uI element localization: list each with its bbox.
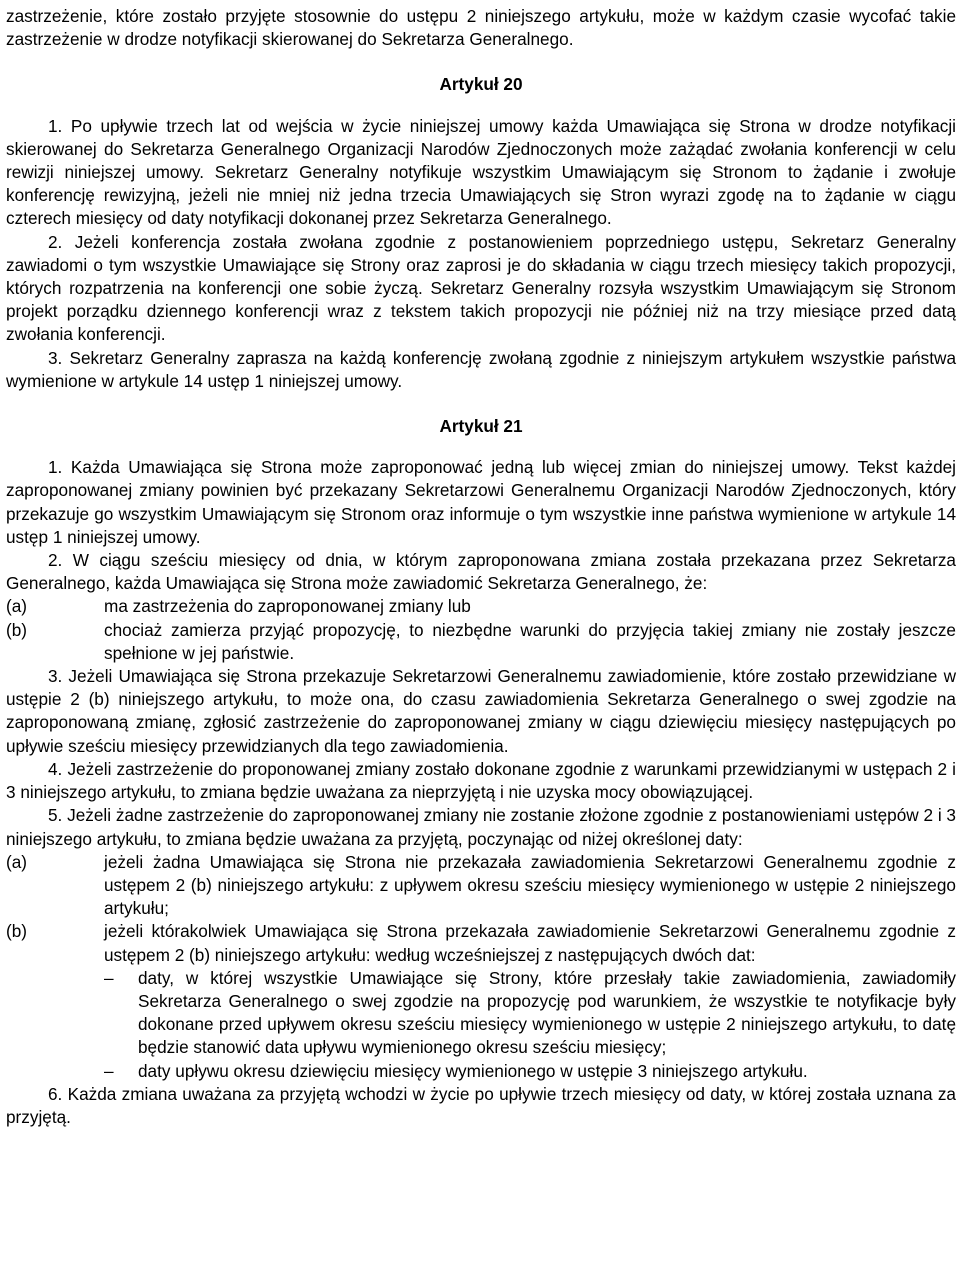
list-item-text: jeżeli żadna Umawiająca się Strona nie przekazała zawiadomienia Sekretarzowi Generalnemu zgodnie z ustępem 2 (b) niniejszego artykułu: z upływem okresu sześciu miesięcy wymienionego w ustępie 2 niniejszego artykułu; [104,851,956,919]
article-20-paragraph-1: 1. Po upływie trzech lat od wejścia w życie niniejszej umowy każda Umawiająca się Strona w drodze notyfikacji skierowanej do Sekretarza Generalnego Organizacji Narodów Zjednoczonych może zażądać zwołania konferencji w celu rewizji niniejszej umowy. Sekretarz Generalny notyfikuje wszystkim Umawiającym się Stronom to żądanie i zwołuje konferencję rewizyjną, jeżeli nie mniej niż jedna trzecia Umawiających się Stron wyrazi zgodę na to żądanie w ciągu czterech miesięcy od daty notyfikacji dokonanej przez Sekretarza Generalnego. [6,115,956,229]
dash-item-text: daty, w której wszystkie Umawiające się Strony, które przesłały takie zawiadomienia, zawiadomiły Sekretarza Generalnego o swej zgodzie na propozycję pod warunkiem, że wszystkie te notyfikacje były dokonane przed upływem okresu sześciu miesięcy wymienionego w ustępie 2 niniejszego artykułu, to datę będzie stanowić data upływu wymienionego okresu sześciu miesięcy; [138,967,956,1058]
list-item [6,619,956,665]
dash-marker: – [104,967,114,988]
article-20-paragraph-2: 2. Jeżeli konferencja została zwołana zgodnie z postanowieniem poprzedniego ustępu, Sekretarz Generalny zawiadomi o tym wszystkie Umawiające się Strony oraz zaprosi je do składania w ciągu trzech miesięcy takich propozycji, których rozpatrzenia na konferencji one sobie życzą. Sekretarz Generalny rozsyła wszystkim Umawiającym się Stronom projekt porządku dziennego konferencji wraz z tekstem takich propozycji nie później niż na trzy miesiące przed datą zwołania konferencji. [6,231,956,345]
document-page [6,5,956,1129]
list-item-text: chociaż zamierza przyjąć propozycję, to niezbędne warunki do przyjęcia takiej zmiany nie zostały jeszcze spełnione w jej państwie. [104,619,956,663]
list-item-label: (a) [6,596,28,617]
dash-item [104,1060,956,1083]
spacer [6,438,956,456]
spacer [6,97,956,115]
list-item-text: jeżeli którakolwiek Umawiająca się Strona przekazała zawiadomienie Sekretarzowi Generalnemu zgodnie z ustępem 2 (b) niniejszego artykułu: według wcześniejszej z następujących dwóch dat: [104,921,956,965]
list-item-label: (a) [6,851,28,872]
article-21-paragraph-6: 6. Każda zmiana uważana za przyjętą wchodzi w życie po upływie trzech miesięcy od daty, w której została uznana za przyjętą. [6,1083,956,1127]
spacer [6,51,956,73]
article-21-paragraph-5: 5. Jeżeli żadne zastrzeżenie do zaproponowanej zmiany nie zostanie złożone zgodnie z postanowieniami ustępów 2 i 3 niniejszego artykułu, to zmiana będzie uważana za przyjętą, poczynając od niżej określonej daty: [6,805,956,849]
dash-marker: – [104,1060,114,1081]
dash-item [104,967,956,1060]
intro-paragraph: zastrzeżenie, które zostało przyjęte stosownie do ustępu 2 niniejszego artykułu, może w każdym czasie wycofać takie zastrzeżenie w drodze notyfikacji skierowanej do Sekretarza Generalnego. [6,6,956,50]
article-21-heading: Artykuł 21 [439,416,523,437]
list-item [6,851,956,921]
article-21-paragraph-3: 3. Jeżeli Umawiająca się Strona przekazuje Sekretarzowi Generalnemu zawiadomienie, które zostało przewidziane w ustępie 2 (b) niniejszego artykułu, to może ona, do czasu zawiadomienia Sekretarza Generalnego o swej zgodzie na zaproponowaną zmianę, zgłosić zastrzeżenie do zaproponowanej zmiany w ciągu dziewięciu miesięcy następujących po upływie sześciu miesięcy przewidzianych dla tego zawiadomienia. [6,666,956,756]
list-item [6,595,956,618]
article-21-paragraph-1: 1. Każda Umawiająca się Strona może zaproponować jedną lub więcej zmian do niniejszej umowy. Tekst każdej zaproponowanej zmiany powinien być przekazany Sekretarzowi Generalnemu Organizacji Narodów Zjednoczonych, który przekazuje go wszystkim Umawiającym się Stronom oraz informuje o tym wszystkie inne państwa wymienione w artykule 14 ustęp 1 niniejszej umowy. [6,457,956,547]
list-item-label: (b) [6,619,28,640]
article-20-heading: Artykuł 20 [439,74,523,95]
list-item-label: (b) [6,921,28,942]
list-item-text: ma zastrzeżenia do zaproponowanej zmiany lub [104,596,471,617]
article-20-paragraph-3: 3. Sekretarz Generalny zaprasza na każdą konferencję zwołaną zgodnie z niniejszym artykułem wszystkie państwa wymienione w artykule 14 ustęp 1 niniejszej umowy. [6,347,956,391]
article-21-paragraph-4: 4. Jeżeli zastrzeżenie do proponowanej zmiany zostało dokonane zgodnie z warunkami przewidzianymi w ustępach 2 i 3 niniejszego artykułu, to zmiana będzie uważana za nieprzyjętą i nie uzyska mocy obowiązującej. [6,758,956,803]
spacer [6,393,956,415]
dash-item-text: daty upływu okresu dziewięciu miesięcy wymienionego w ustępie 3 niniejszego artykułu. [138,1060,808,1081]
list-item [6,920,956,966]
article-21-paragraph-2: 2. W ciągu sześciu miesięcy od dnia, w którym zaproponowana zmiana została przekazana przez Sekretarza Generalnego, każda Umawiająca się Strona może zawiadomić Sekretarza Generalnego, że: [6,550,956,594]
